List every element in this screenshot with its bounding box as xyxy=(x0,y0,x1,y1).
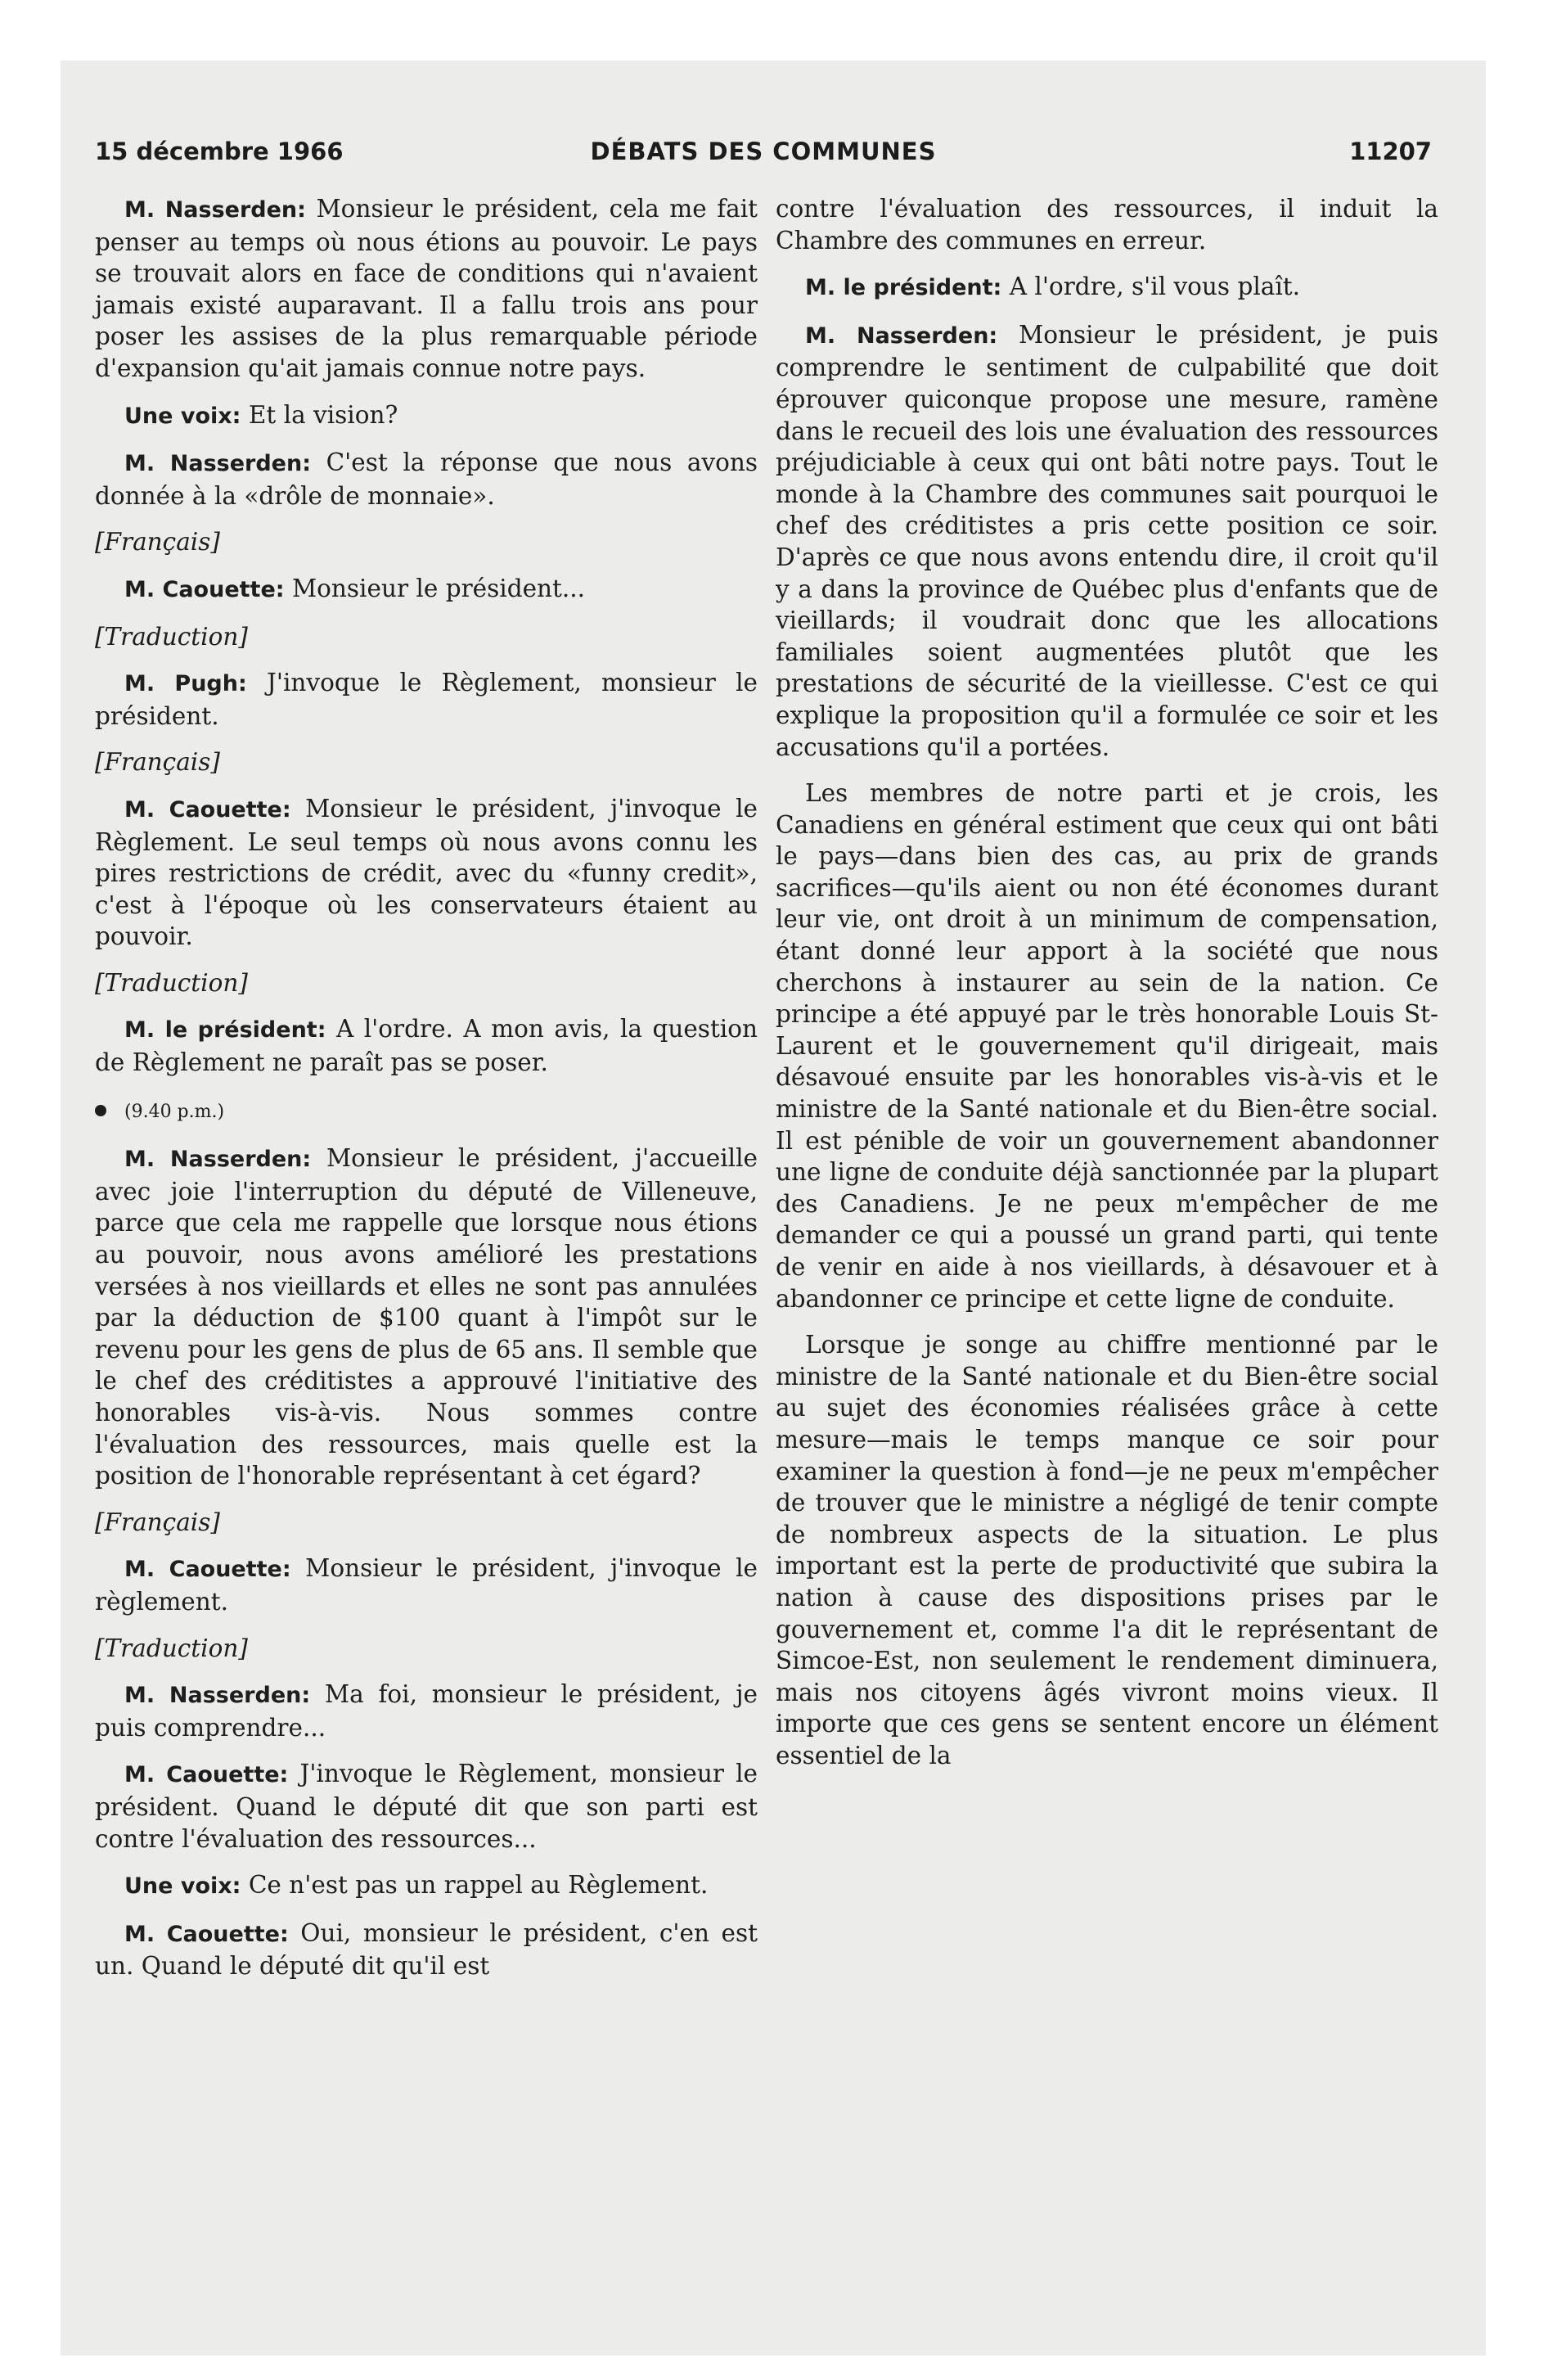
speech-paragraph xyxy=(95,193,758,385)
speech-text: Monsieur le président, cela me fait penser au temps où nous étions au pouvoir. Le pays se trouvait alors en face de conditions qui n'avaient jamais existé auparavant. Il a fallu trois ans pour poser les assises de la plus remarquable période d'expansion qu'ait jamais connue notre pays. xyxy=(95,195,758,382)
speech-paragraph xyxy=(776,319,1438,763)
speech-text: Ma foi, monsieur le président, je puis comprendre... xyxy=(95,1680,758,1742)
bullet-icon xyxy=(95,1105,106,1116)
speech-paragraph xyxy=(95,1869,758,1903)
speech-text: contre l'évaluation des ressources, il induit la Chambre des communes en erreur. xyxy=(776,195,1438,255)
page-header xyxy=(95,137,1432,174)
speech-paragraph xyxy=(95,667,758,732)
language-marker-text: [Traduction] xyxy=(95,968,248,997)
time-stamp xyxy=(95,1093,758,1129)
text-paragraph xyxy=(776,193,1438,256)
speech-text: Monsieur le président, j'invoque le règlement. xyxy=(95,1554,758,1616)
speech-paragraph xyxy=(95,1143,758,1492)
language-marker-text: [Traduction] xyxy=(95,1634,248,1662)
speech-paragraph xyxy=(95,1918,758,1982)
speech-text: J'invoque le Règlement, monsieur le président. Quand le député dit que son parti est contre l'évaluation des ressources... xyxy=(95,1760,758,1853)
speaker-name: M. Caouette: xyxy=(124,1762,289,1788)
speech-text: C'est la réponse que nous avons donnée à la «drôle de monnaie». xyxy=(95,449,758,510)
text-paragraph xyxy=(776,778,1438,1314)
speech-text: J'invoque le Règlement, monsieur le président. xyxy=(95,669,758,730)
language-marker-text: [Français] xyxy=(95,748,220,777)
speaker-name: M. le président: xyxy=(124,1017,326,1044)
speaker-name: M. Nasserden: xyxy=(124,451,311,477)
language-marker-text: [Français] xyxy=(95,528,220,557)
speaker-name: M. Nasserden: xyxy=(124,1683,311,1709)
speech-text: Monsieur le président... xyxy=(284,574,586,602)
speaker-name: Une voix: xyxy=(124,403,241,429)
language-marker xyxy=(95,1633,758,1665)
speaker-name: M. Nasserden: xyxy=(124,1147,312,1173)
time-text: (9.40 p.m.) xyxy=(124,1101,225,1122)
header-date: 15 décembre 1966 xyxy=(95,137,344,165)
language-marker xyxy=(95,746,758,778)
speech-text: Et la vision? xyxy=(241,400,398,429)
left-column xyxy=(95,193,758,1997)
speech-paragraph xyxy=(95,1553,758,1617)
header-title: DÉBATS DES COMMUNES xyxy=(590,137,937,165)
speaker-name: Une voix: xyxy=(124,1873,241,1900)
page-number: 11207 xyxy=(1349,137,1432,165)
language-marker-text: [Français] xyxy=(95,1508,220,1536)
speech-paragraph xyxy=(95,447,758,512)
speech-text: Monsieur le président, j'invoque le Règlement. Le seul temps où nous avons connu les pires restrictions de crédit, avec du «funny credit», c'est à l'époque où les conservateurs étaient au pouvoir. xyxy=(95,794,758,951)
speaker-name: M. Caouette: xyxy=(124,796,291,823)
speech-text: Monsieur le président, je puis comprendre le sentiment de culpabilité que doit éprouver quiconque propose une mesure, ramène dans le recueil des lois une évaluation des ressources préjudiciable à ceux qui ont bâti notre pays. Tout le monde à la Chambre des communes sait pourquoi le chef des créditistes a pris cette position ce soir. D'après ce que nous avons entendu dire, il croit qu'il y a dans la province de Québec plus d'enfants que de vieillards; il voudrait donc que les allocations familiales soient augmentées plutôt que les prestations de sécurité de la vieillesse. C'est ce qui explique la proposition qu'il a formulée ce soir et les accusations qu'il a portées. xyxy=(776,320,1438,761)
speech-paragraph xyxy=(95,1758,758,1855)
language-marker xyxy=(95,1507,758,1539)
speech-paragraph xyxy=(95,1679,758,1743)
language-marker-text: [Traduction] xyxy=(95,622,248,651)
speech-text: A l'ordre, s'il vous plaît. xyxy=(1001,273,1301,301)
speaker-name: M. Caouette: xyxy=(124,1557,291,1583)
speech-paragraph xyxy=(95,399,758,433)
speech-text: Lorsque je songe au chiffre mentionné par le ministre de la Santé nationale et du Bien-être social au sujet des économies réalisées grâce à cette mesure—mais le temps manque ce soir pour examiner la question à fond—je ne peux m'empêcher de trouver que le ministre a négligé de tenir compte de nombreux aspects de la situation. Le plus important est la perte de productivité que subira la nation à cause des dispositions prises par le gouvernement et, comme l'a dit le représentant de Simcoe-Est, non seulement le rendement diminuera, mais nos citoyens âgés vivront moins vieux. Il importe que ces gens se sentent encore un élément essentiel de la xyxy=(776,1331,1438,1769)
speaker-name: M. Nasserden: xyxy=(805,322,998,349)
speech-text: Monsieur le président, j'accueille avec joie l'interruption du député de Villeneuve, parce que cela me rappelle que lorsque nous étions au pouvoir, nous avons amélioré les prestations versées à nos vieillards et elles ne sont pas annulées par la déduction de $100 quant à l'impôt sur le revenu pour les gens de plus de 65 ans. Il semble que le chef des créditistes a approuvé l'initiative des honorables vis-à-vis. Nous sommes contre l'évaluation des ressources, mais quelle est la position de l'honorable représentant à cet égard? xyxy=(95,1144,758,1490)
language-marker xyxy=(95,967,758,999)
speaker-name: M. Caouette: xyxy=(124,1921,289,1947)
language-marker xyxy=(95,526,758,558)
text-paragraph xyxy=(776,1329,1438,1771)
speech-paragraph xyxy=(95,573,758,606)
language-marker xyxy=(95,621,758,653)
speaker-name: M. le président: xyxy=(805,275,1002,301)
speaker-name: M. Pugh: xyxy=(124,671,247,697)
speech-text: Oui, monsieur le président, c'en est un. Quand le député dit qu'il est xyxy=(95,1918,758,1981)
speech-text: Les membres de notre parti et je crois, les Canadiens en général estiment que ceux qui ont bâti le pays—dans bien des cas, au prix de grands sacrifices—qu'ils aient ou non été économes durant leur vie, ont droit à un minimum de compensation, étant donné leur apport à la société que nous cherchons à instaurer au sein de la nation. Ce principe a été appuyé par le très honorable Louis St-Laurent et le gouvernement qu'il dirigeait, mais désavoué ensuite par les honorables vis-à-vis et le ministre de la Santé nationale et du Bien-être social. Il est pénible de voir un gouvernement abandonner une ligne de conduite déjà sanctionnée par la plupart des Canadiens. Je ne peux m'empêcher de me demander ce qui a poussé un grand parti, qui tente de venir en aide à nos vieillards, à désavouer et à abandonner ce principe et cette ligne de conduite. xyxy=(776,779,1438,1313)
speech-paragraph xyxy=(95,793,758,953)
speaker-name: M. Caouette: xyxy=(124,576,285,602)
speech-paragraph xyxy=(776,271,1438,304)
speech-paragraph xyxy=(95,1013,758,1078)
speaker-name: M. Nasserden: xyxy=(124,197,306,223)
speech-text: Ce n'est pas un rappel au Règlement. xyxy=(241,1871,709,1900)
speech-text: A l'ordre. A mon avis, la question de Règlement ne paraît pas se poser. xyxy=(95,1015,758,1077)
right-column xyxy=(776,193,1438,1787)
